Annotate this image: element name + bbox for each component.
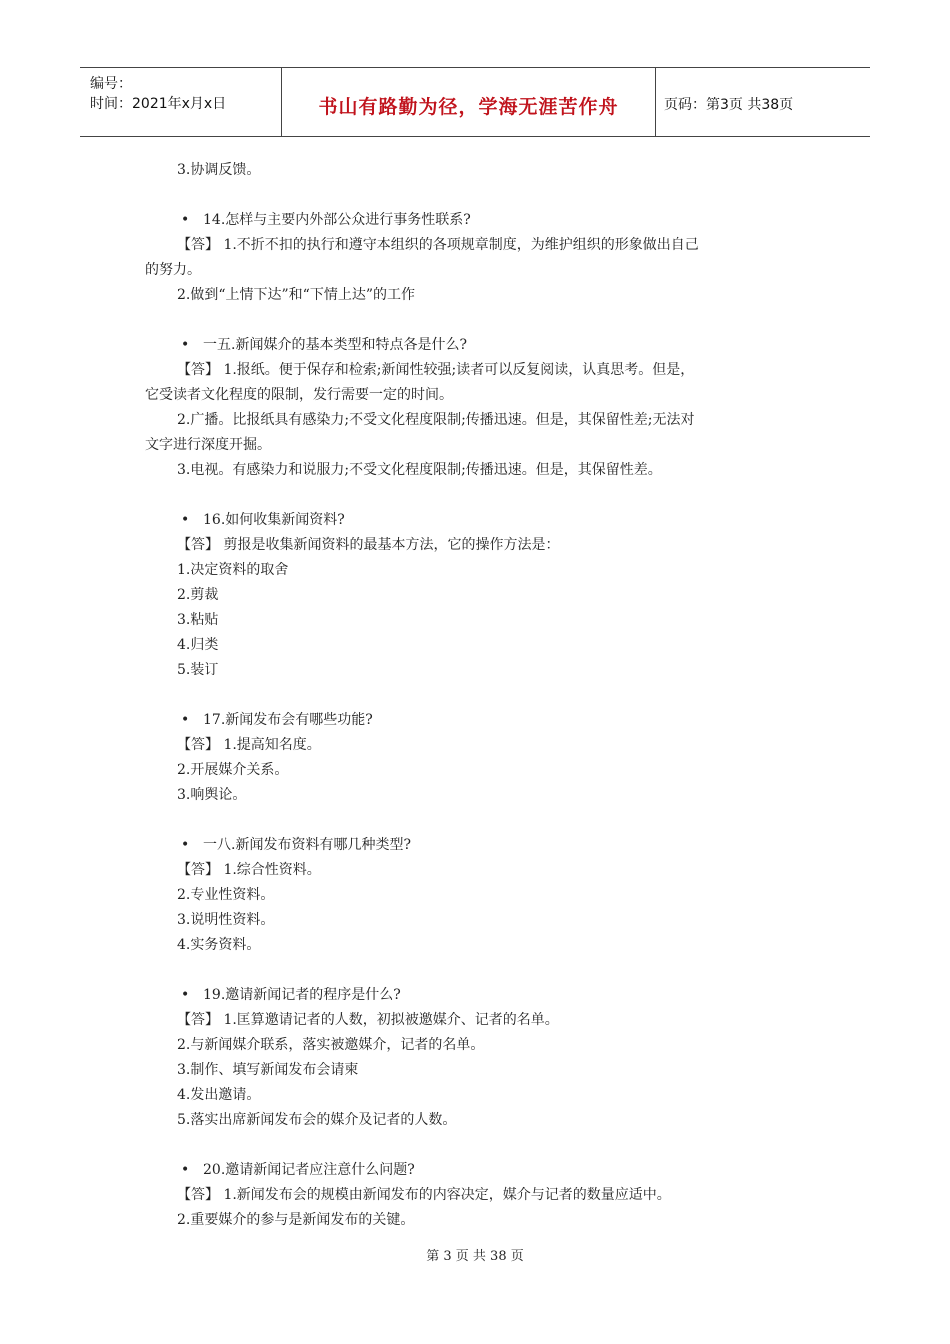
bullet-icon: • <box>181 987 190 1003</box>
document-number: 编号： <box>90 76 132 92</box>
header-meta <box>80 68 282 136</box>
answer-line: 【答】 1.提高知名度。 <box>177 737 321 753</box>
bullet-icon: • <box>181 512 190 528</box>
answer-line: 1.决定资料的取舍 <box>177 562 289 578</box>
question-text: 14.怎样与主要内外部公众进行事务性联系? <box>203 212 471 228</box>
document-date: 时间：2021年x月x日 <box>90 96 227 112</box>
answer-line: 5.落实出席新闻发布会的媒介及记者的人数。 <box>177 1112 457 1128</box>
answer-line: 【答】 1.综合性资料。 <box>177 862 321 878</box>
answer-line: 5.装订 <box>177 662 219 678</box>
answer-line: 2.重要媒介的参与是新闻发布的关键。 <box>177 1212 415 1228</box>
bullet-icon: • <box>181 212 190 228</box>
header-page-info: 页码：第3页 共38页 <box>664 97 794 113</box>
question-heading <box>145 508 810 533</box>
answer-line: 【答】 剪报是收集新闻资料的最基本方法，它的操作方法是： <box>177 537 560 553</box>
question-text: 一五.新闻媒介的基本类型和特点各是什么? <box>203 337 467 353</box>
answer-line: 【答】 1.报纸。便于保存和检索;新闻性较强;读者可以反复阅读，认真思考。但是， <box>177 362 695 378</box>
header-motto: 书山有路勤为径，学海无涯苦作舟 <box>282 68 656 136</box>
answer-line: 4.实务资料。 <box>177 937 261 953</box>
answer-line: 文字进行深度开掘。 <box>145 437 271 453</box>
answer-line: 它受读者文化程度的限制，发行需要一定的时间。 <box>145 387 453 403</box>
bullet-icon: • <box>181 837 190 853</box>
bullet-icon: • <box>181 337 190 353</box>
answer-line: 3.电视。有感染力和说服力;不受文化程度限制;传播迅速。但是，其保留性差。 <box>177 462 662 478</box>
question-heading <box>145 708 810 733</box>
answer-line: 【答】 1.匡算邀请记者的人数，初拟被邀媒介、记者的名单。 <box>177 1012 559 1028</box>
bullet-icon: • <box>181 712 190 728</box>
answer-line: 2.与新闻媒介联系，落实被邀媒介，记者的名单。 <box>177 1037 485 1053</box>
answer-line: 4.发出邀请。 <box>177 1087 261 1103</box>
text-line: 3.协调反馈。 <box>177 162 261 178</box>
answer-line: 3.响舆论。 <box>177 787 247 803</box>
question-text: 一八.新闻发布资料有哪几种类型? <box>203 837 411 853</box>
answer-line: 【答】 1.新闻发布会的规模由新闻发布的内容决定，媒介与记者的数量应适中。 <box>177 1187 671 1203</box>
question-text: 20.邀请新闻记者应注意什么问题? <box>203 1162 415 1178</box>
answer-line: 【答】 1.不折不扣的执行和遵守本组织的各项规章制度，为维护组织的形象做出自己 <box>177 237 699 253</box>
question-heading <box>145 983 810 1008</box>
question-text: 16.如何收集新闻资料? <box>203 512 345 528</box>
answer-line: 4.归类 <box>177 637 219 653</box>
answer-line: 3.制作、填写新闻发布会请柬 <box>177 1062 359 1078</box>
answer-line: 3.说明性资料。 <box>177 912 275 928</box>
answer-line: 2.专业性资料。 <box>177 887 275 903</box>
question-text: 17.新闻发布会有哪些功能? <box>203 712 373 728</box>
bullet-icon: • <box>181 1162 190 1178</box>
document-body <box>145 158 810 1233</box>
answer-line: 3.粘贴 <box>177 612 219 628</box>
question-heading <box>145 208 810 233</box>
answer-line: 2.做到“上情下达”和“下情上达”的工作 <box>177 287 415 303</box>
page-header <box>80 67 870 137</box>
question-text: 19.邀请新闻记者的程序是什么? <box>203 987 401 1003</box>
answer-line: 2.开展媒介关系。 <box>177 762 289 778</box>
question-heading <box>145 1158 810 1183</box>
question-heading <box>145 333 810 358</box>
answer-line: 的努力。 <box>145 262 201 278</box>
question-heading <box>145 833 810 858</box>
page-footer: 第 3 页 共 38 页 <box>426 1249 524 1264</box>
answer-line: 2.剪裁 <box>177 587 219 603</box>
answer-line: 2.广播。比报纸具有感染力;不受文化程度限制;传播迅速。但是，其保留性差;无法对 <box>177 412 695 428</box>
